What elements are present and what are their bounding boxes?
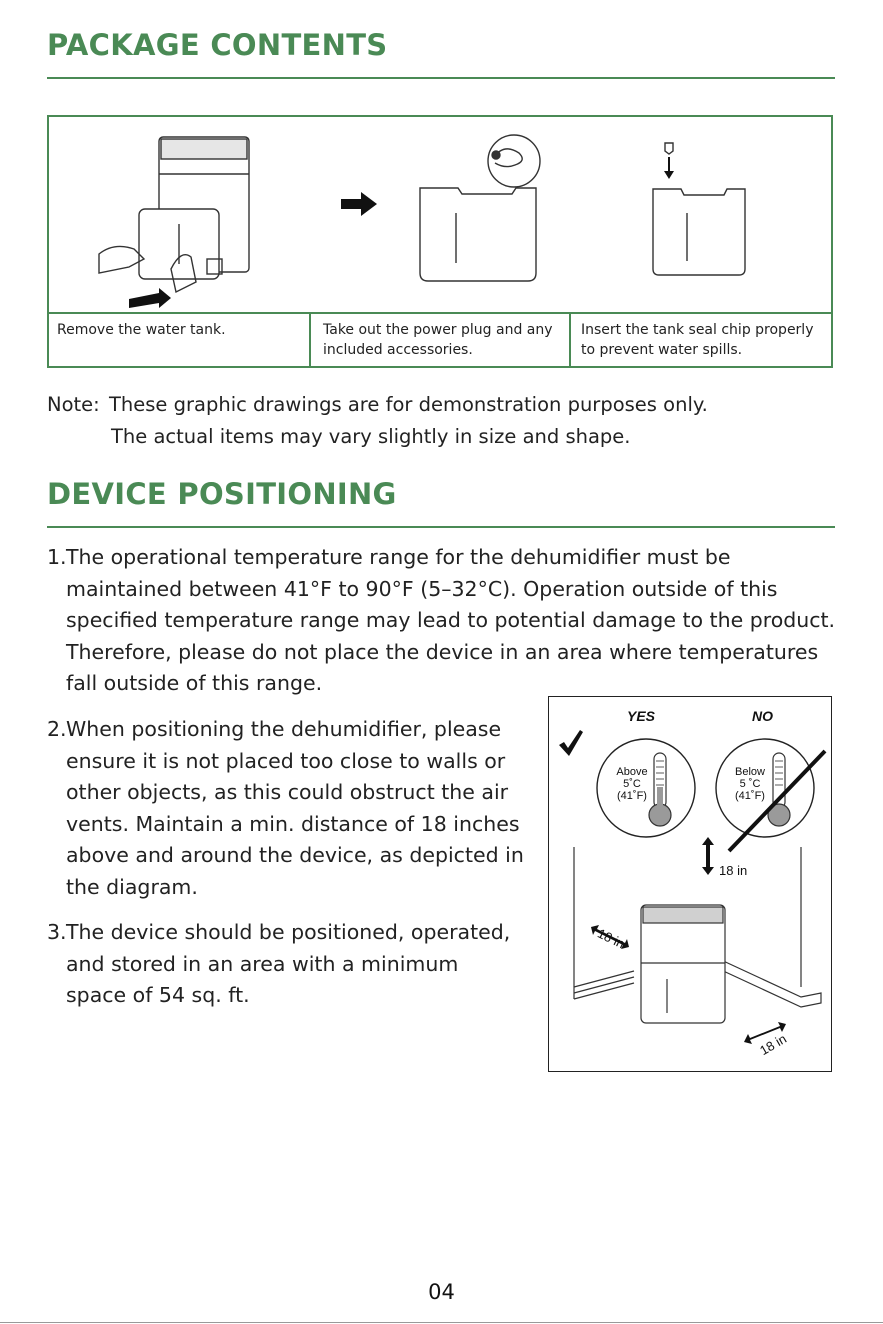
positioning-item-3 bbox=[47, 917, 517, 1012]
note-label: Note: bbox=[47, 393, 100, 416]
caption-seal-chip: Insert the tank seal chip properly to prevent water spills. bbox=[581, 322, 814, 358]
caption-power-plug: Take out the power plug and any included accessories. bbox=[311, 314, 571, 368]
item-text: The operational temperature range for the dehumidifier must be maintained between 41°F to 90°F (5–32°C). Operation outside of this specified temperature range may lead to potential damage to the product. Therefore, please do not place the device in an area where temperatures fall outside of this range. bbox=[66, 545, 836, 695]
no-label: NO bbox=[752, 708, 773, 724]
package-captions bbox=[49, 312, 831, 368]
title-underline bbox=[47, 77, 835, 79]
arrow-right-icon bbox=[339, 191, 379, 217]
checkmark-icon bbox=[557, 729, 583, 757]
item-number: 3. bbox=[47, 920, 67, 944]
distance-right-label: 18 in bbox=[757, 1030, 790, 1059]
caption-remove-tank: Remove the water tank. bbox=[49, 314, 311, 368]
remove-tank-illustration bbox=[79, 129, 309, 309]
note bbox=[47, 389, 708, 453]
item-text: When positioning the dehumidifier, please ensure it is not placed too close to walls or other objects, as this could obstruct the air vents. Maintain a min. distance of 18 inches above and around the device, as depicted in the diagram. bbox=[66, 717, 524, 899]
item-number: 1. bbox=[47, 545, 67, 569]
positioning-item-1 bbox=[47, 542, 837, 700]
device-positioning-title: DEVICE POSITIONING bbox=[47, 477, 397, 511]
note-line-1: These graphic drawings are for demonstration purposes only. bbox=[109, 393, 708, 416]
room-with-device-illustration bbox=[549, 837, 831, 1071]
package-illustrations bbox=[49, 117, 831, 312]
distance-top-label: 18 in bbox=[719, 863, 748, 878]
distance-left-label: 18 in bbox=[595, 925, 628, 952]
package-contents-table bbox=[47, 115, 833, 368]
tank-seal-chip-illustration bbox=[649, 141, 754, 281]
footer-line bbox=[0, 1322, 883, 1323]
item-text: The device should be positioned, operated, and stored in an area with a minimum space of 54 sq. ft. bbox=[66, 920, 511, 1007]
item-number: 2. bbox=[47, 717, 67, 741]
above-temp-label: Above 5˚C (41˚F) bbox=[616, 766, 648, 802]
below-temp-label: Below 5 ˚C (41˚F) bbox=[735, 766, 765, 802]
package-contents-title: PACKAGE CONTENTS bbox=[47, 28, 388, 62]
tank-with-plug-illustration bbox=[414, 133, 559, 283]
title-underline bbox=[47, 526, 835, 528]
page-number: 04 bbox=[428, 1280, 455, 1304]
positioning-item-2 bbox=[47, 714, 535, 903]
yes-label: YES bbox=[627, 708, 656, 724]
positioning-diagram bbox=[548, 696, 832, 1072]
note-line-2: The actual items may vary slightly in size and shape. bbox=[111, 425, 631, 448]
